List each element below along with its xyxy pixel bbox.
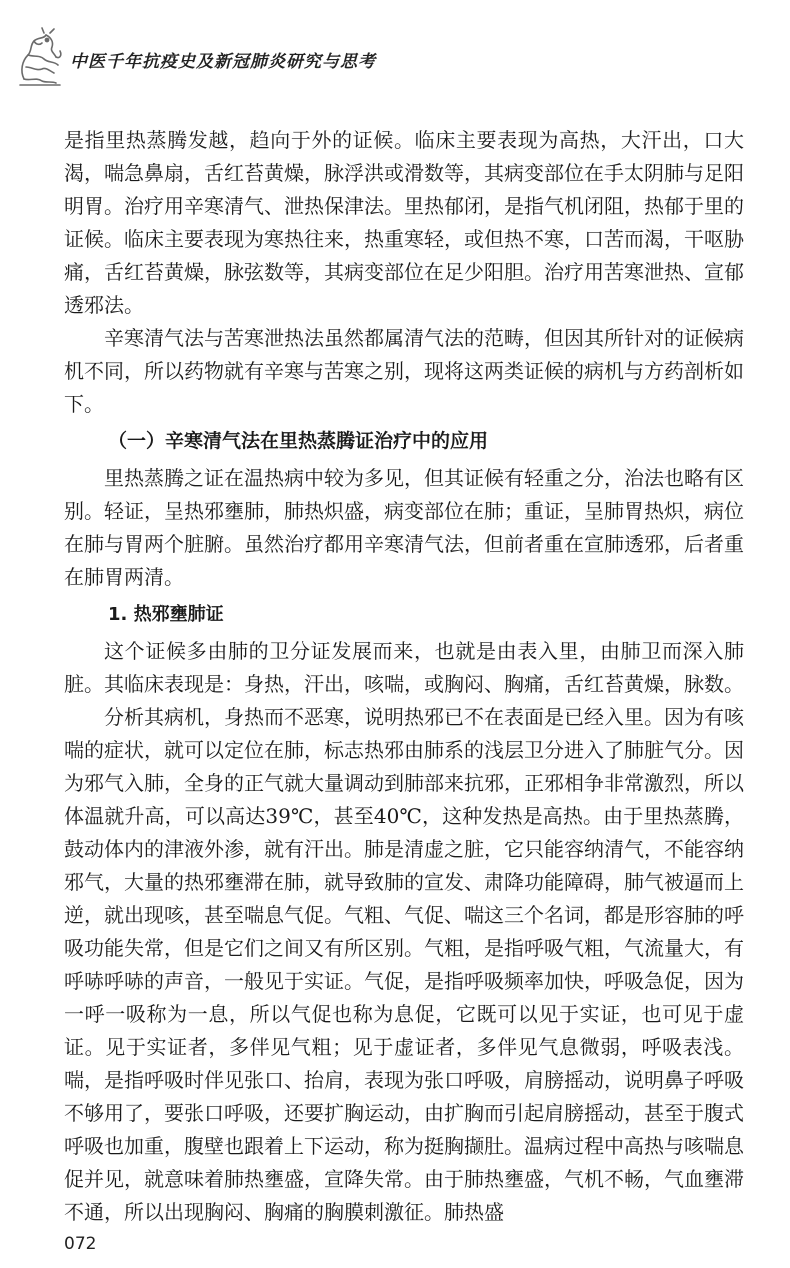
- paragraph: 里热蒸腾之证在温热病中较为多见，但其证候有轻重之分，治法也略有区别。轻证，呈热邪壅肺，肺热炽盛，病变部位在肺；重证，呈肺胃热炽，病位在肺与胃两个脏腑。虽然治疗都用辛寒清气法，但前者重在宣肺透邪，后者重在肺胃两清。: [64, 466, 744, 589]
- page-number: 072: [64, 1234, 97, 1254]
- section-heading: （一）辛寒清气法在里热蒸腾证治疗中的应用: [108, 430, 489, 452]
- page-body: [64, 124, 744, 1229]
- running-header: [14, 24, 376, 94]
- paragraph: 分析其病机，身热而不恶寒，说明热邪已不在表面是已经入里。因为有咳喘的症状，就可以定位在肺，标志热邪由肺系的浅层卫分进入了肺脏气分。因为邪气入肺，全身的正气就大量调动到肺部来抗邪，正邪相争非常激烈，所以体温就升高，可以高达39℃，甚至40℃，这种发热是高热。由于里热蒸腾，鼓动体内的津液外渗，就有汗出。肺是清虚之脏，它只能容纳清气，不能容纳邪气，大量的热邪壅滞在肺，就导致肺的宣发、肃降功能障碍，肺气被逼而上逆，就出现咳，甚至喘息气促。气粗、气促、喘这三个名词，都是形容肺的呼吸功能失常，但是它们之间又有所区别。气粗，是指呼吸气粗，气流量大，有呼哧呼哧的声音，一般见于实证。气促，是指呼吸频率加快，呼吸急促，因为一呼一吸称为一息，所以气促也称为息促，它既可以见于实证，也可见于虚证。见于实证者，多伴见气粗；见于虚证者，多伴见气息微弱，呼吸表浅。喘，是指呼吸时伴见张口、抬肩，表现为张口呼吸，肩膀摇动，说明鼻子呼吸不够用了，要张口呼吸，还要扩胸运动，由扩胸而引起肩膀摇动，甚至于腹式呼吸也加重，腹壁也跟着上下运动，称为挺胸撷肚。温病过程中高热与咳喘息促并见，就意味着肺热壅盛，宣降失常。由于肺热壅盛，气机不畅，气血壅滞不通，所以出现胸闷、胸痛的胸膜刺激征。肺热盛: [64, 705, 744, 1224]
- dragon-emblem-icon: [14, 27, 66, 91]
- paragraph: 辛寒清气法与苦寒泄热法虽然都属清气法的范畴，但因其所针对的证候病机不同，所以药物就有辛寒与苦寒之别，现将这两类证候的病机与方药剖析如下。: [64, 326, 744, 416]
- subsection-heading: 1. 热邪壅肺证: [108, 604, 224, 625]
- paragraph-continued: 是指里热蒸腾发越，趋向于外的证候。临床主要表现为高热，大汗出，口大渴，喘急鼻扇，舌红苔黄燥，脉浮洪或滑数等，其病变部位在手太阴肺与足阳明胃。治疗用辛寒清气、泄热保津法。里热郁闭，是指气机闭阻，热郁于里的证候。临床主要表现为寒热往来，热重寒轻，或但热不寒，口苦而渴，干呕胁痛，舌红苔黄燥，脉弦数等，其病变部位在足少阳胆。治疗用苦寒泄热、宣郁透邪法。: [64, 128, 744, 317]
- paragraph: 这个证候多由肺的卫分证发展而来，也就是由表入里，由肺卫而深入肺脏。其临床表现是：身热，汗出，咳喘，或胸闷、胸痛，舌红苔黄燥，脉数。: [64, 639, 744, 696]
- header-title: 中医千年抗疫史及新冠肺炎研究与思考: [70, 51, 376, 72]
